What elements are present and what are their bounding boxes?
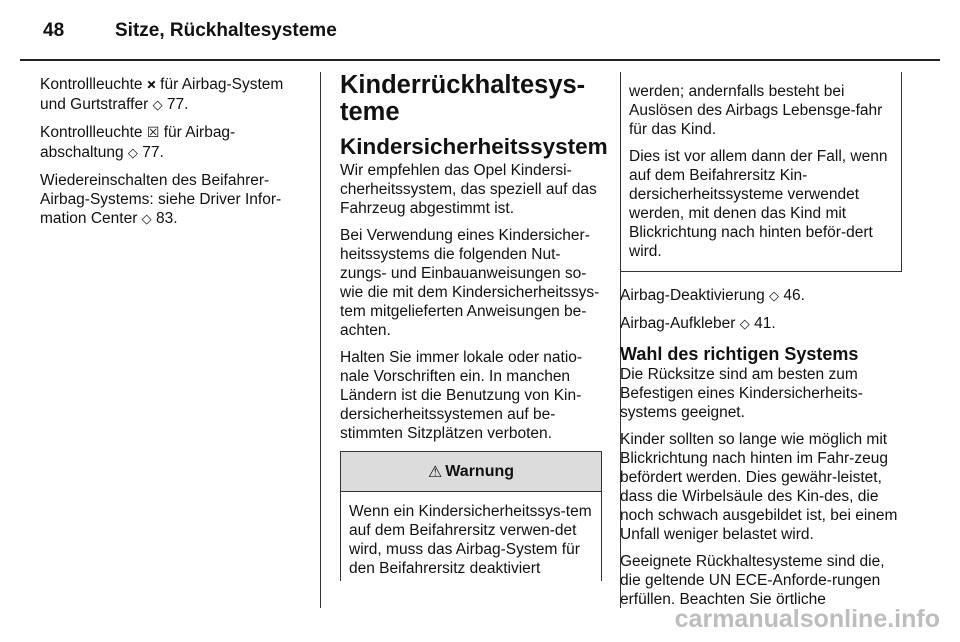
- column-right: [620, 72, 902, 617]
- paragraph: Halten Sie immer lokale oder natio-nale Vorschriften ein. In manchen Ländern ist die Benutzung von Kin-dersicherheitssystemen auf be-stimmten Sitzplätzen verboten.: [340, 349, 583, 442]
- paragraph: Die Rücksitze sind am besten zum Befestigen eines Kindersicherheits-systems geeignet.: [620, 366, 863, 421]
- warning-label: Warnung: [445, 463, 515, 480]
- warning-box-continued: [620, 72, 902, 272]
- page-ref-link[interactable]: 83.: [155, 210, 178, 227]
- section-subtitle: Kindersicherheitssystem: [340, 134, 608, 159]
- paragraph: Kontrollleuchte 🞬 für Airbag-System und Gurtstraffer ◇ 77.: [40, 76, 284, 113]
- page-number: 48: [43, 20, 65, 41]
- paragraph: Kontrollleuchte ☒ für Airbag-abschaltung ◇ 77.: [40, 124, 236, 161]
- paragraph: Geeignete Rückhaltesysteme sind die, die geltende UN ECE-Anforde-rungen erfüllen. Beachten Sie örtliche: [620, 553, 885, 608]
- page-ref-link[interactable]: 46.: [783, 287, 805, 304]
- warning-header: [341, 451, 601, 492]
- page-ref-link[interactable]: 41.: [754, 315, 776, 332]
- paragraph: Wir empfehlen das Opel Kindersi-cherheitssystem, das speziell auf das Fahrzeug abgestimmt ist.: [340, 162, 597, 217]
- section-title: Kinderrückhaltesys-teme: [340, 71, 586, 126]
- warning-box: [340, 451, 602, 581]
- paragraph: Airbag-Aufkleber ◇ 41.: [620, 315, 776, 332]
- warning-triangle-icon: ⚠: [427, 462, 443, 481]
- paragraph: Kinder sollten so lange wie möglich mit Blickrichtung nach hinten im Fahr-zeug befördert werden. Dies gewähr-leistet, dass die Wirbelsäule des Kin-des, die noch schwach ausgebildet ist, bei einem Unfall weniger belastet wird.: [620, 431, 898, 543]
- airbag-off-icon: ☒: [146, 125, 160, 141]
- column-middle: [340, 71, 608, 581]
- page-ref-link[interactable]: 77.: [142, 144, 164, 161]
- page-ref-arrow-icon: ◇: [152, 98, 163, 113]
- column-left: [40, 75, 302, 237]
- page-ref-arrow-icon: ◇: [739, 317, 750, 332]
- page-ref-arrow-icon: ◇: [769, 289, 780, 304]
- warning-text: Dies ist vor allem dann der Fall, wenn auf dem Beifahrersitz Kin-dersicherheitssysteme verwendet werden, mit denen das Kind mit Blickrichtung nach hinten beför-dert wird.: [629, 148, 888, 260]
- page-ref-arrow-icon: ◇: [141, 212, 152, 227]
- paragraph: Airbag-Deaktivierung ◇ 46.: [620, 287, 805, 304]
- header-divider: [20, 59, 940, 61]
- section-heading: Wahl des richtigen Systems: [620, 344, 859, 364]
- paragraph: Bei Verwendung eines Kindersicher-heitssystems die folgenden Nut-zungs- und Einbauanweisungen so-wie die mit dem Kindersicherheitssys-tem mitgelieferten Anweisungen be-achten.: [340, 227, 600, 339]
- watermark: carmanualsonline.info: [674, 605, 940, 633]
- column-divider: [320, 72, 321, 608]
- chapter-title: Sitze, Rückhaltesysteme: [115, 20, 337, 41]
- warning-text: Wenn ein Kindersicherheitssys-tem auf dem Beifahrersitz verwen-det wird, muss das Airbag-System für den Beifahrersitz deaktiviert: [349, 503, 592, 577]
- page-ref-link[interactable]: 77.: [166, 96, 189, 113]
- paragraph: Wiedereinschalten des Beifahrer-Airbag-Systems: siehe Driver Infor-mation Center ◇ 83.: [40, 172, 282, 227]
- warning-text: werden; andernfalls besteht bei Auslösen des Airbags Lebensge-fahr für das Kind.: [629, 83, 883, 138]
- airbag-seatbelt-warning-icon: 🞬: [146, 77, 156, 93]
- page-ref-arrow-icon: ◇: [127, 146, 138, 161]
